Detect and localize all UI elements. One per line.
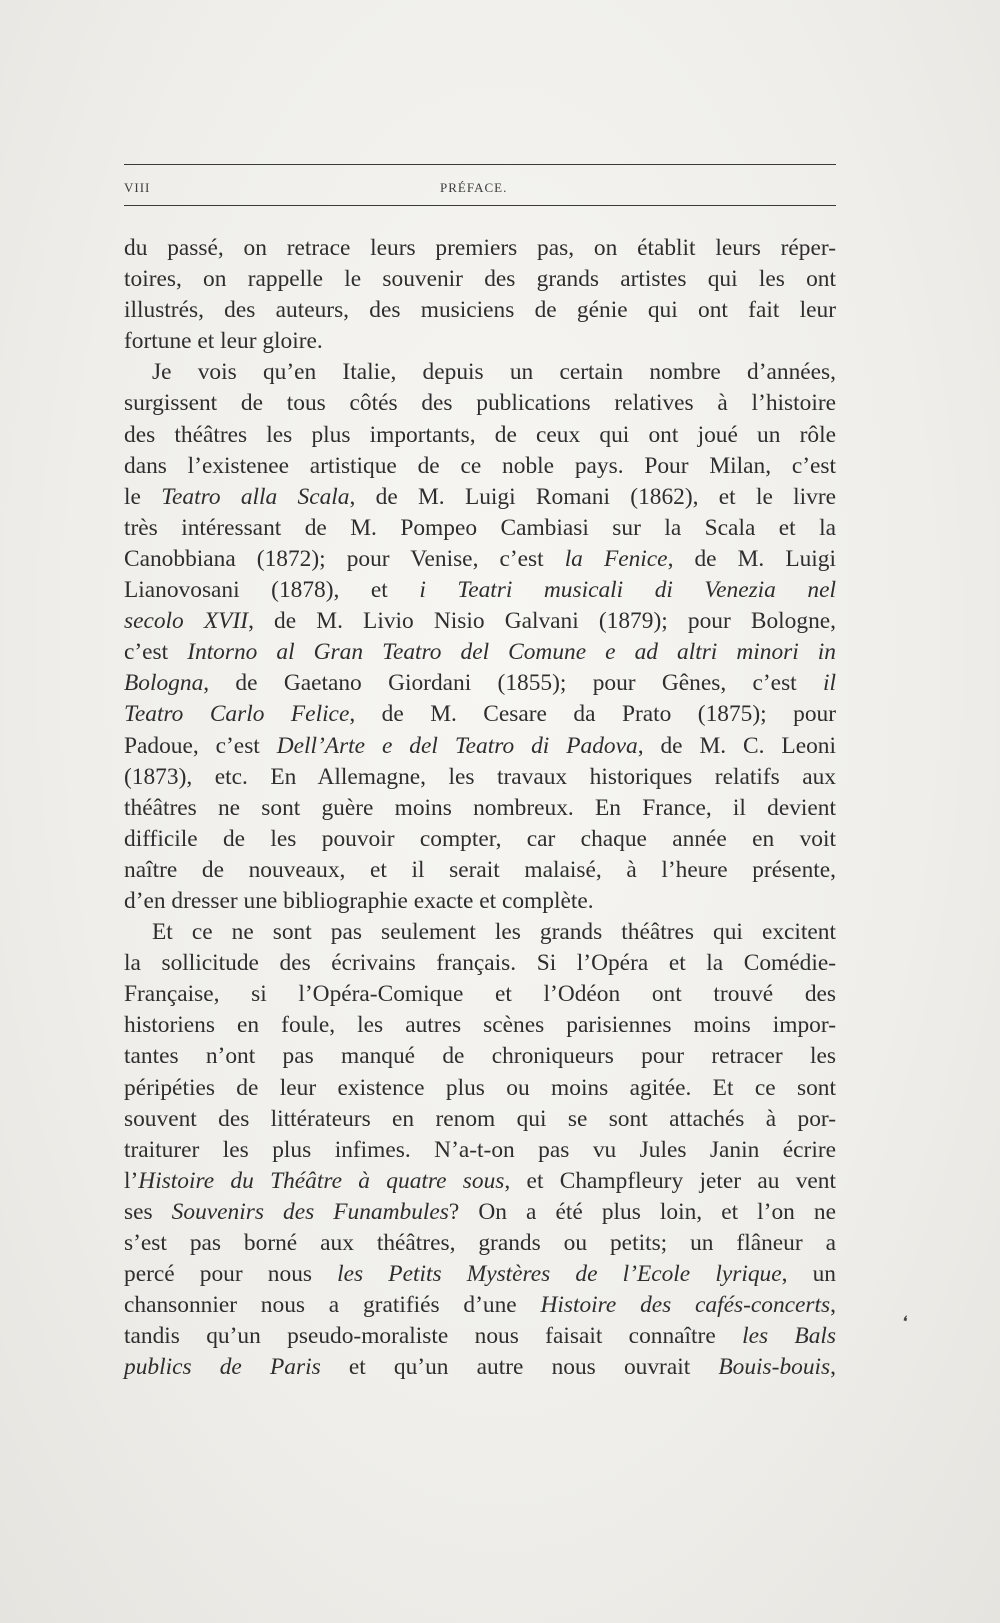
- text-line: [124, 824, 836, 855]
- text-segment: théâtres ne sont guère moins nombreux. En France, il devient: [124, 794, 836, 821]
- text-line: [124, 886, 836, 917]
- text-line: [124, 1290, 836, 1321]
- text-line: [124, 1135, 836, 1166]
- italic-title: les Petits Mystères de l’Ecole lyrique: [337, 1261, 782, 1288]
- running-title: PRÉFACE.: [440, 180, 508, 195]
- text-line: [124, 668, 836, 699]
- text-segment: ses: [124, 1198, 172, 1225]
- text-segment: le: [124, 483, 162, 510]
- text-line: [124, 264, 836, 295]
- text-segment: des théâtres les plus importants, de ceux qui ont joué un rôle: [124, 421, 836, 448]
- text-segment: Canobbiana (1872); pour Venise, c’est: [124, 545, 565, 572]
- text-segment: , un: [781, 1261, 836, 1288]
- text-segment: Padoue, c’est: [124, 732, 277, 759]
- body-text: [124, 233, 836, 1383]
- text-line: [124, 295, 836, 326]
- text-line: [124, 326, 836, 357]
- text-line: [124, 1228, 836, 1259]
- text-segment: souvent des littérateurs en renom qui se sont attachés à por-: [124, 1105, 836, 1132]
- text-segment: naître de nouveaux, et il serait malaisé, à l’heure présente,: [124, 856, 836, 883]
- text-segment: , et Champfleury jeter au vent: [504, 1167, 836, 1194]
- text-segment: surgissent de tous côtés des publications relatives à l’histoire: [124, 390, 836, 417]
- text-segment: Je vois qu’en Italie, depuis un certain nombre d’années,: [152, 359, 836, 386]
- text-line: [124, 1352, 836, 1383]
- text-line: [124, 357, 836, 388]
- text-line: [124, 420, 836, 451]
- text-line: [124, 544, 836, 575]
- text-line: [124, 731, 836, 762]
- text-segment: d’en dresser une bibliographie exacte et complète.: [124, 887, 594, 914]
- text-segment: , de M. Livio Nisio Galvani (1879); pour Bologne,: [248, 608, 836, 635]
- text-segment: chansonnier nous a gratifiés d’une: [124, 1292, 541, 1319]
- text-line: [124, 388, 836, 419]
- italic-title: secolo XVII: [124, 608, 249, 635]
- page-number: VIII: [124, 180, 151, 195]
- text-segment: , de M. Luigi Romani (1862), et le livre: [349, 483, 836, 510]
- text-line: [124, 233, 836, 264]
- italic-title: publics de Paris: [124, 1354, 321, 1381]
- italic-title: Bouis-bouis: [718, 1354, 831, 1381]
- text-segment: , de M. C. Leoni: [637, 732, 836, 759]
- text-segment: traiturer les plus infimes. N’a-t-on pas vu Jules Janin écrire: [124, 1136, 836, 1163]
- text-line: [124, 451, 836, 482]
- text-segment: Lianovosani (1878), et: [124, 577, 420, 604]
- header-rule-bottom: [124, 205, 836, 206]
- text-segment: percé pour nous: [124, 1261, 338, 1288]
- text-line: [124, 979, 836, 1010]
- italic-title: les Bals: [742, 1323, 837, 1350]
- text-line: [124, 1259, 836, 1290]
- italic-title: Dell’Arte e del Teatro di Padova: [276, 732, 638, 759]
- italic-title: Intorno al Gran Teatro del Comune e ad altri minori in: [187, 639, 836, 666]
- italic-title: Teatro Carlo Felice: [124, 701, 350, 728]
- italic-title: Histoire du Théâtre à quatre sous: [138, 1167, 505, 1194]
- text-segment: Française, si l’Opéra-Comique et l’Odéon ont trouvé des: [124, 981, 836, 1008]
- text-segment: ,: [830, 1354, 836, 1381]
- text-segment: du passé, on retrace leurs premiers pas, on établit leurs réper-: [124, 235, 836, 261]
- text-line: [124, 513, 836, 544]
- text-line: [124, 1166, 836, 1197]
- text-line: [124, 917, 836, 948]
- text-segment: s’est pas borné aux théâtres, grands ou petits; un flâneur a: [124, 1230, 836, 1256]
- text-segment: très intéressant de M. Pompeo Cambiasi sur la Scala et la: [124, 514, 836, 541]
- italic-title: Bologna: [124, 670, 204, 697]
- text-line: [124, 793, 836, 824]
- text-segment: ? On a été plus loin, et l’on ne: [448, 1198, 837, 1225]
- text-segment: et qu’un autre nous ouvrait: [320, 1354, 719, 1381]
- italic-title: Histoire des cafés-concerts: [540, 1292, 831, 1319]
- text-segment: toires, on rappelle le souvenir des grands artistes qui les ont: [124, 266, 836, 293]
- text-segment: Et ce ne sont pas seulement les grands théâtres qui excitent: [152, 919, 836, 946]
- text-segment: dans l’existenee artistique de ce noble pays. Pour Milan, c’est: [124, 452, 836, 479]
- text-line: [124, 855, 836, 886]
- text-line: [124, 482, 836, 513]
- italic-title: il: [823, 670, 836, 697]
- text-segment: historiens en foule, les autres scènes parisiennes moins impor-: [124, 1012, 836, 1039]
- text-segment: tantes n’ont pas manqué de chroniqueurs pour retracer les: [124, 1043, 836, 1070]
- text-segment: fortune et leur gloire.: [124, 328, 323, 355]
- text-line: [124, 1321, 836, 1352]
- text-segment: , de M. Luigi: [667, 545, 836, 572]
- italic-title: i Teatri musicali di Venezia nel: [419, 577, 836, 604]
- text-segment: , de Gaetano Giordani (1855); pour Gênes, c’est: [203, 670, 823, 697]
- text-line: [124, 699, 836, 730]
- text-segment: tandis qu’un pseudo-moraliste nous faisait connaître: [124, 1323, 743, 1350]
- text-line: [124, 637, 836, 668]
- text-line: [124, 948, 836, 979]
- italic-title: la Fenice: [564, 545, 668, 572]
- text-segment: difficile de les pouvoir compter, car chaque année en voit: [124, 825, 836, 852]
- header-rule-top: [124, 164, 836, 165]
- text-line: [124, 1197, 836, 1228]
- italic-title: Teatro alla Scala: [161, 483, 350, 510]
- text-line: [124, 575, 836, 606]
- text-segment: l’: [124, 1167, 139, 1194]
- text-line: [124, 606, 836, 637]
- text-line: [124, 1041, 836, 1072]
- text-line: [124, 762, 836, 793]
- text-segment: c’est: [124, 639, 188, 666]
- text-segment: , de M. Cesare da Prato (1875); pour: [349, 701, 836, 728]
- text-segment: ,: [830, 1292, 836, 1319]
- italic-title: Souvenirs des Funambules: [171, 1198, 449, 1225]
- text-segment: péripéties de leur existence plus ou moins agitée. Et ce sont: [124, 1074, 836, 1101]
- text-segment: illustrés, des auteurs, des musiciens de génie qui ont fait leur: [124, 297, 836, 324]
- margin-mark: ❛: [899, 1311, 910, 1332]
- text-segment: (1873), etc. En Allemagne, les travaux historiques relatifs aux: [124, 763, 836, 790]
- text-line: [124, 1073, 836, 1104]
- text-line: [124, 1104, 836, 1135]
- text-line: [124, 1010, 836, 1041]
- text-segment: la sollicitude des écrivains français. Si l’Opéra et la Comédie-: [124, 950, 836, 977]
- running-head: [124, 180, 836, 200]
